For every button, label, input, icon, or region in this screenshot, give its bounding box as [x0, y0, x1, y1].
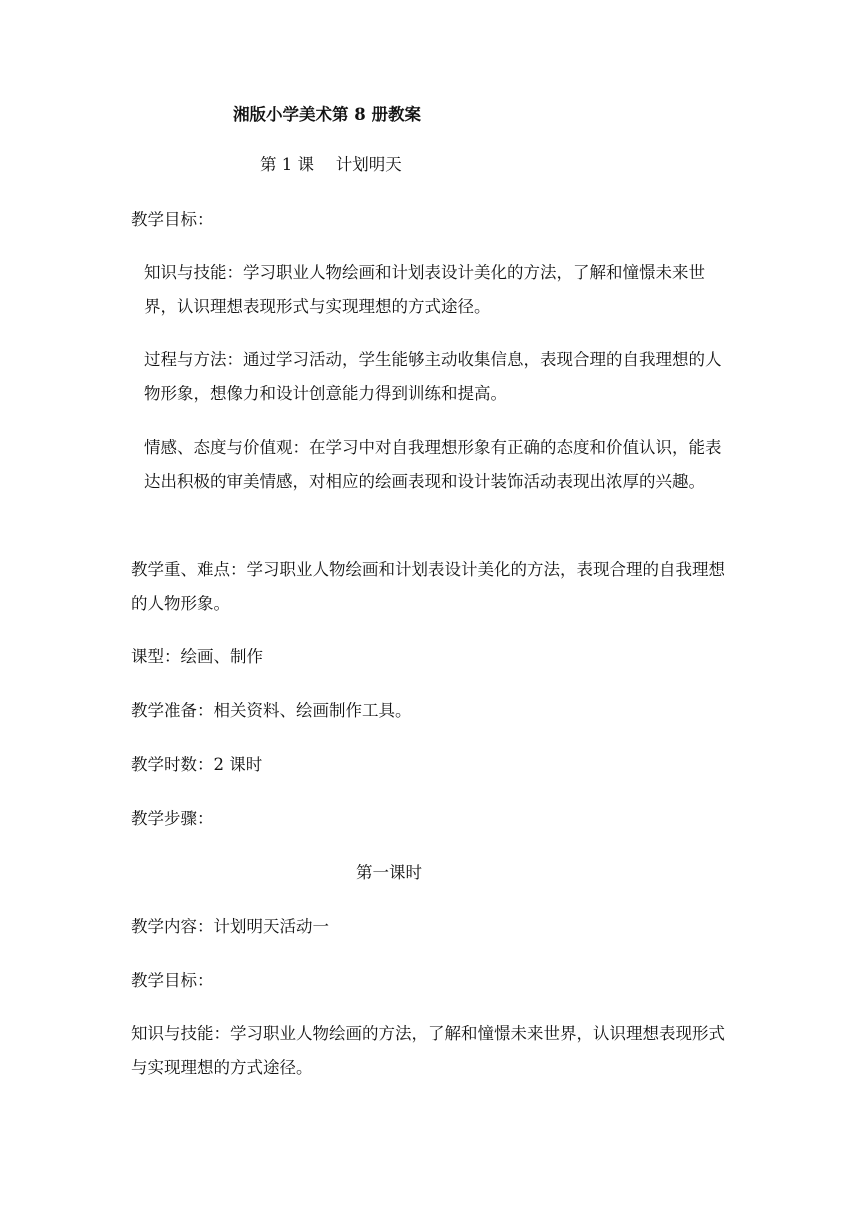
objective-emotion: 情感、态度与价值观：在学习中对自我理想形象有正确的态度和价值认识，能表达出积极的审美情感，对相应的绘画表现和设计装饰活动表现出浓厚的兴趣。	[144, 438, 722, 491]
preparation: 教学准备：相关资料、绘画制作工具。	[131, 701, 412, 720]
period-heading: 第一课时	[356, 863, 422, 882]
objectives-heading: 教学目标：	[131, 210, 214, 229]
objective-knowledge: 知识与技能：学习职业人物绘画和计划表设计美化的方法，了解和憧憬未来世界，认识理想表现形式与实现理想的方式途径。	[144, 263, 705, 316]
objectives-heading-2: 教学目标：	[131, 971, 214, 990]
content-line: 教学内容：计划明天活动一	[131, 917, 329, 936]
objective-knowledge-2: 知识与技能：学习职业人物绘画的方法，了解和憧憬未来世界，认识理想表现形式与实现理想的方式途径。	[131, 1024, 725, 1077]
lesson-type: 课型：绘画、制作	[131, 647, 263, 666]
steps-heading: 教学步骤：	[131, 809, 214, 828]
objective-process: 过程与方法：通过学习活动，学生能够主动收集信息，表现合理的自我理想的人物形象，想像力和设计创意能力得到训练和提高。	[144, 350, 722, 403]
document-title: 湘版小学美术第 8 册教案	[233, 105, 421, 124]
duration: 教学时数：2 课时	[131, 755, 263, 774]
lesson-title: 第 1 课 计划明天	[260, 155, 402, 174]
key-points: 教学重、难点：学习职业人物绘画和计划表设计美化的方法，表现合理的自我理想的人物形象。	[131, 560, 725, 613]
